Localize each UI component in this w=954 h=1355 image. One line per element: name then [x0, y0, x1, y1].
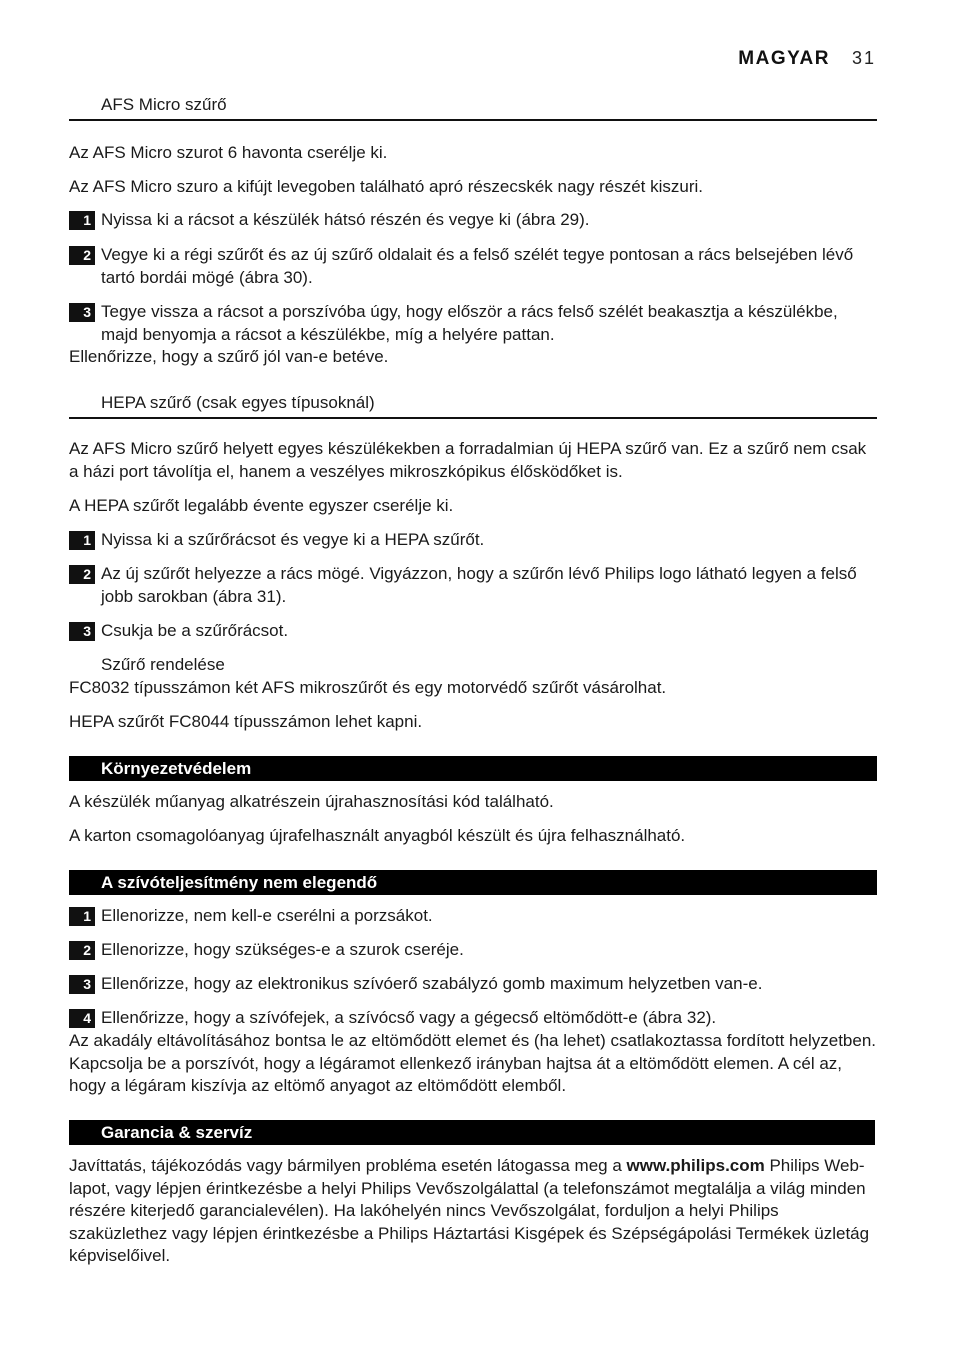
hepa-paragraph-2: A HEPA szűrőt legalább évente egyszer cserélje ki. — [69, 496, 454, 515]
philips-website-link[interactable]: www.philips.com — [626, 1156, 765, 1175]
step-text: Ellenorizze, hogy szükséges-e a szurok cseréje. — [101, 940, 464, 959]
step-number-badge: 1 — [69, 211, 95, 230]
page-header — [738, 48, 876, 70]
afs-paragraph-1: Az AFS Micro szurot 6 havonta cserélje ki. — [69, 143, 388, 162]
step-number-badge: 4 — [69, 1009, 95, 1028]
env-section-bar — [69, 756, 877, 781]
step-number-badge: 1 — [69, 531, 95, 550]
env-title: Környezetvédelem — [101, 759, 252, 778]
hepa-paragraph-1: Az AFS Micro szűrő helyett egyes készülékekben a forradalmian új HEPA szűrő van. Ez a szűrő nem csak a házi port távolítja el, hanem a veszélyes mikroszkópikus élősködőket is. — [69, 439, 867, 481]
afs-paragraph-2: Az AFS Micro szuro a kifújt levegoben található apró részecskék nagy részét kiszuri. — [69, 177, 704, 196]
hepa-step-3 — [69, 620, 877, 643]
afs-step-1 — [69, 209, 877, 232]
step-text: Csukja be a szűrőrácsot. — [101, 621, 289, 640]
env-paragraph-1: A készülék műanyag alkatrészein újrahasznosítási kód található. — [69, 792, 554, 811]
afs-note: Ellenőrizze, hogy a szűrő jól van-e betéve. — [69, 347, 389, 366]
suction-title: A szívóteljesítmény nem elegendő — [101, 873, 378, 892]
step-number-badge: 2 — [69, 565, 95, 584]
step-number-badge: 3 — [69, 975, 95, 994]
afs-section-heading — [69, 94, 877, 121]
step-text: Nyissa ki a szűrőrácsot és vegye ki a HEPA szűrőt. — [101, 530, 485, 549]
suction-step-2 — [69, 939, 877, 962]
warranty-text-after: Philips Web-lapot, vagy lépjen érintkezésbe a helyi Philips Vevőszolgálattal (a telefonszámot megtalálja a világ minden részére kiterjedő garancialevélen). Ha lakóhelyén nincs Vevőszolgálat, forduljon a helyi Philips szaküzlethez vagy lépjen érintkezésbe a Philips Háztartási Kisgépek és Szépségápolási Termékek üzletág képviselőivel. — [69, 1156, 870, 1265]
suction-step-4 — [69, 1007, 877, 1030]
step-text: Ellenőrizze, hogy a szívófejek, a szívócső vagy a gégecső eltömődött-e (ábra 32). — [101, 1008, 717, 1027]
suction-section-bar — [69, 870, 877, 895]
order-paragraph-1: FC8032 típusszámon két AFS mikroszűrőt és egy motorvédő szűrőt vásárolhat. — [69, 678, 667, 697]
step-number-badge: 2 — [69, 246, 95, 265]
step-text: Vegye ki a régi szűrőt és az új szűrő oldalait és a felső szélét tegye pontosan a rács belsejében lévő tartó bordái mögé (ábra 30). — [101, 245, 854, 287]
env-paragraph-2: A karton csomagolóanyag újrafelhasznált anyagból készült és újra felhasználható. — [69, 826, 686, 845]
step-text: Ellenorizze, nem kell-e cserélni a porzsákot. — [101, 906, 433, 925]
step-number-badge: 3 — [69, 622, 95, 641]
page-number: 31 — [851, 48, 876, 68]
order-paragraph-2: HEPA szűrőt FC8044 típusszámon lehet kapni. — [69, 712, 423, 731]
step-number-badge: 2 — [69, 941, 95, 960]
suction-note: Az akadály eltávolításához bontsa le az eltömődött elemet és (ha lehet) csatlakoztassa fordított helyzetben. Kapcsolja be a porszívót, hogy a légáramot ellenkező irányban hajtsa át a eltömődött elemen. A cél az, hogy a légáram kiszívja az eltömő anyagot az eltömődött elemből. — [69, 1031, 877, 1095]
step-text: Ellenőrizze, hogy az elektronikus szívóerő szabályzó gomb maximum helyzetben van-e. — [101, 974, 763, 993]
language-label: MAGYAR — [738, 48, 830, 69]
warranty-title: Garancia & szervíz — [101, 1123, 253, 1142]
hepa-step-2 — [69, 563, 877, 608]
afs-step-3 — [69, 301, 877, 346]
step-text: Tegye vissza a rácsot a porszívóba úgy, hogy először a rács felső szélét beakasztja a készülékbe, majd benyomja a rácsot a készülékbe, míg a helyére pattan. — [101, 302, 838, 344]
warranty-paragraph — [69, 1155, 877, 1268]
hepa-section-heading — [69, 392, 877, 419]
suction-step-1 — [69, 905, 877, 928]
warranty-section-bar — [69, 1120, 875, 1145]
step-text: Nyissa ki a rácsot a készülék hátsó részén és vegye ki (ábra 29). — [101, 210, 590, 229]
afs-title: AFS Micro szűrő — [101, 95, 227, 114]
step-number-badge: 1 — [69, 907, 95, 926]
afs-step-2 — [69, 244, 877, 289]
hepa-title: HEPA szűrő (csak egyes típusoknál) — [101, 393, 375, 412]
hepa-step-1 — [69, 529, 877, 552]
suction-step-3 — [69, 973, 877, 996]
order-title: Szűrő rendelése — [101, 655, 225, 674]
warranty-text-before: Javíttatás, tájékozódás vagy bármilyen probléma esetén látogassa meg a — [69, 1156, 627, 1175]
step-text: Az új szűrőt helyezze a rács mögé. Vigyázzon, hogy a szűrőn lévő Philips logo látható legyen a felső jobb sarokban (ábra 31). — [101, 564, 857, 606]
step-number-badge: 3 — [69, 303, 95, 322]
